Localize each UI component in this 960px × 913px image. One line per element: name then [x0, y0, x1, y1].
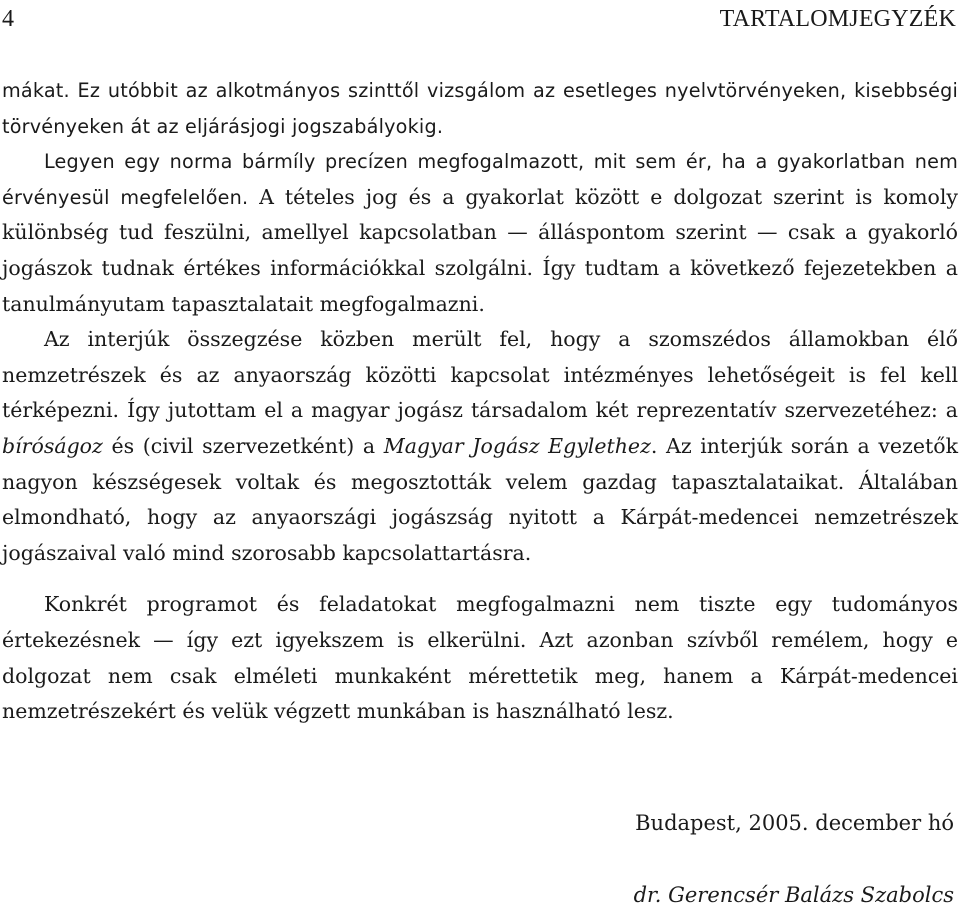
paragraph-4: Konkrét programot és feladatokat megfogalmazni nem tiszte egy tudományos értekezésnek — így ezt igyekszem is elkerülni. Azt azonban szívből remélem, hogy e dolgozat nem csak elméleti munkaként mérettetik meg, hanem a Kárpát-medencei nemzetrészekért és velük végzett munkában is használható lesz.: [2, 592, 958, 724]
body-text: [2, 73, 958, 730]
paragraph-3-part-c: . Az interjúk során a vezetők nagyon készségesek voltak és megosztották velem gazdag tapasztalataikat. Általában elmondható, hogy az anyaországi jogászság nyitott a Kárpát-medencei nemzetrészek jogászaival való mind szorosabb kapcsolattartásra.: [2, 433, 958, 565]
running-head: [2, 2, 956, 36]
paragraph-2: [2, 144, 958, 322]
paragraph-3: [2, 322, 958, 571]
author-signature: dr. Gerencsér Balázs Szabolcs: [633, 883, 954, 907]
page-number: 4: [2, 6, 14, 32]
running-title: TARTALOMJEGYZÉK: [719, 6, 956, 32]
paragraph-2-part-b: A tételes jog és a gyakorlat között e dolgozat szerint is komoly különbség tud feszülni, amellyel kapcsolatban — álláspontom szerint — csak a gyakorló jogászok tudnak értékes információkkal szolgálni. Így tudtam a következő fejezetekben a tanulmányutam tapasztalatait megfogalmazni.: [2, 184, 958, 316]
paragraph-2-part-a: Legyen egy norma bármíly precízen megfogalmazott, mit sem ér, ha a gyakorlatban nem érvényesül megfelelően.: [2, 150, 958, 209]
paragraph-3-part-a: Az interjúk összegzése közben merült fel, hogy a szomszédos államokban élő nemzetrészek és az anyaország közötti kapcsolat intézményes lehetőségeit is fel kell térképezni. Így jutottam el a magyar jogász társadalom két reprezentatív szervezetéhez: a: [2, 327, 958, 423]
paragraph-3-part-b: és (civil szervezetként) a: [102, 433, 384, 458]
place-date: Budapest, 2005. december hó: [635, 811, 954, 835]
paragraph-3-emphasis-court: bíróságoz: [2, 433, 103, 458]
paragraph-3-emphasis-association: Magyar Jogász Egylethez: [383, 433, 651, 458]
paragraph-1: mákat. Ez utóbbit az alkotmányos szinttől vizsgálom az esetleges nyelvtörvényeken, kisebbségi törvényeken át az eljárásjogi jogszabályokig.: [2, 79, 958, 138]
